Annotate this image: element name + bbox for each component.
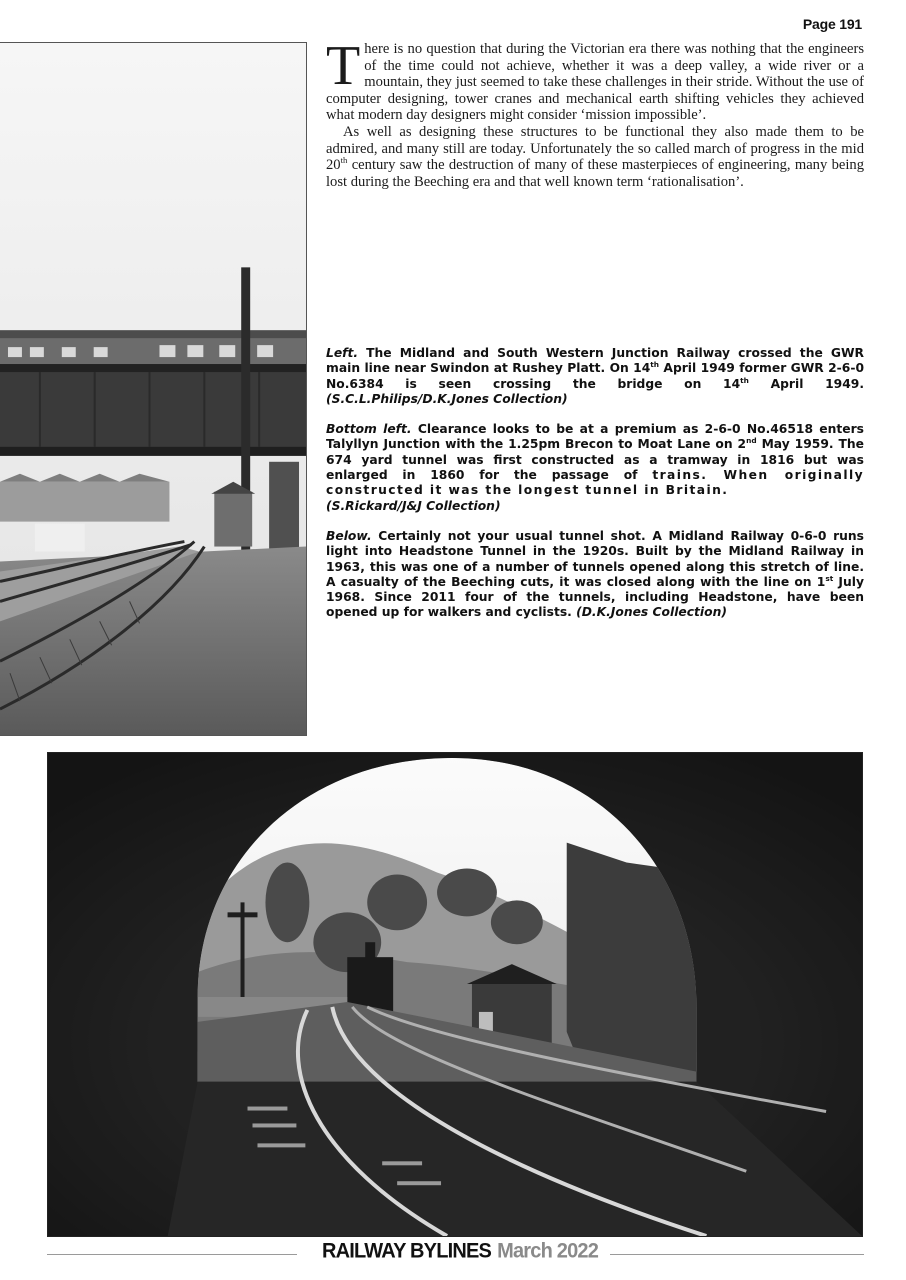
caption-bottom-left-credit: (S.Rickard/J&J Collection) xyxy=(326,498,501,513)
magazine-title: RAILWAY BYLINES xyxy=(321,1239,492,1263)
caption-left xyxy=(326,346,864,407)
caption-left-text-3: April 1949. xyxy=(748,376,864,391)
intro-p1-text: here is no question that during the Victorian era there was nothing that the engineers of the time could not achieve, whether it was a deep valley, a wide river or a mountain, they just seemed to take these challenges in their stride. Without the use of computer designing, tower cranes and mechanical earth shifting vehicles they achieved what modern day designers might consider ‘mission impossible’. xyxy=(326,41,864,124)
issue-date: March 2022 xyxy=(497,1239,599,1263)
caption-below-sup-1: st xyxy=(825,573,834,583)
intro-text xyxy=(326,35,864,190)
caption-left-label: Left. xyxy=(326,346,359,360)
caption-bottom-left-text-2: May 1959. The 674 yard tunnel was first constructed as a tramway in 1816 but was enlarged in 1860 for the passage of xyxy=(326,437,864,483)
intro-p2-sup: th xyxy=(340,155,348,166)
footer-rule-right xyxy=(610,1254,864,1255)
photo-headstone-tunnel xyxy=(47,752,863,1237)
caption-bottom-left-label: Bottom left. xyxy=(326,422,412,437)
caption-below-text-1: Certainly not your usual tunnel shot. A Midland Railway 0-6-0 runs light into Headstone Tunnel in the 1920s. Built by the Midland Railway in 1963, this was one of a number of tunnels opened along this stretch of line. A casualty of the Beeching cuts, it was closed along with the line on 1 xyxy=(326,528,864,589)
photo-captions xyxy=(326,346,864,636)
caption-below-credit: (D.K.Jones Collection) xyxy=(576,605,727,620)
intro-paragraph-1 xyxy=(326,35,864,124)
drop-cap: T xyxy=(326,35,361,97)
caption-below xyxy=(326,529,864,621)
intro-p2-text-a: As well as designing these structures to be functional they also made them to be admired, and many still are today. Unfortunately the so called march of progress in the mid 20 xyxy=(326,123,864,174)
caption-below-text-2: July 1968. Since 2011 four of the tunnels, including Headstone, have been opened up for walkers and cyclists. xyxy=(326,574,864,620)
intro-paragraph-2 xyxy=(326,124,864,190)
caption-below-label: Below. xyxy=(326,528,372,543)
caption-bottom-left-text-3: trains. When originally constructed it was the longest tunnel in Britain. xyxy=(326,468,864,498)
footer-masthead xyxy=(320,1239,600,1264)
photo-rushey-platt-bridge xyxy=(0,42,307,736)
caption-left-sup-1: th xyxy=(650,360,660,370)
caption-left-credit: (S.C.L.Philips/D.K.Jones Collection) xyxy=(326,391,568,406)
footer-rule-left xyxy=(47,1254,297,1255)
intro-p2-text-b: century saw the destruction of many of these masterpieces of engineering, many being lost during the Beeching era and that well known term ‘rationalisation’. xyxy=(326,157,864,190)
page-number: Page 191 xyxy=(802,16,862,32)
caption-left-text-1: The Midland and South Western Junction Railway crossed the GWR main line near Swindon at Rushey Platt. On 14 xyxy=(326,346,864,376)
caption-bottom-left-sup-1: nd xyxy=(746,436,757,446)
caption-left-text-2: April 1949 former GWR 2-6-0 No.6384 is seen crossing the bridge on 14 xyxy=(326,361,865,391)
caption-bottom-left-text-1: Clearance looks to be at a premium as 2-6-0 No.46518 enters Talyllyn Junction with the 1.25pm Brecon to Moat Lane on 2 xyxy=(326,422,865,452)
caption-left-sup-2: th xyxy=(740,375,749,385)
caption-bottom-left xyxy=(326,422,864,514)
